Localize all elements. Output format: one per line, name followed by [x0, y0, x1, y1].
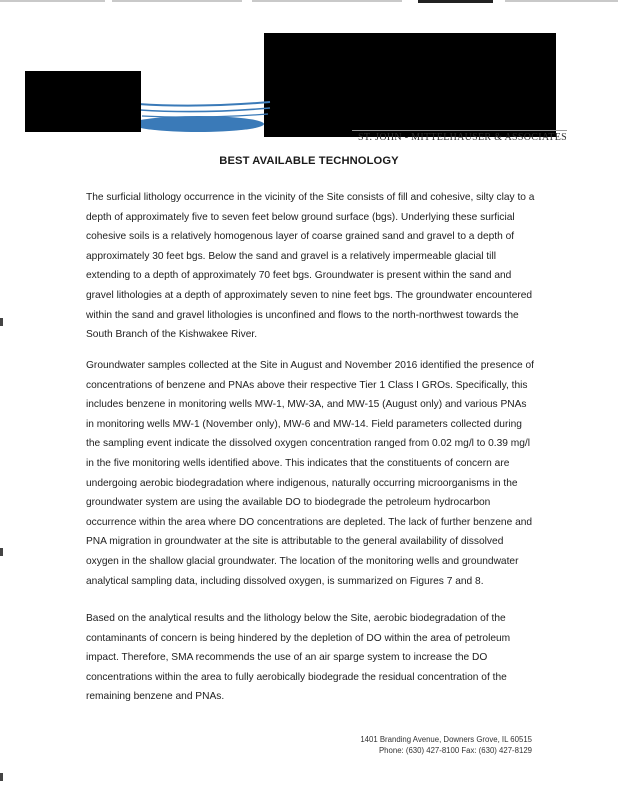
footer-phone-fax: Phone: (630) 427-8100 Fax: (630) 427-8129	[378, 746, 532, 755]
paragraph-lithology: The surficial lithology occurrence in the vicinity of the Site consists of fill and cohesive, silty clay to a depth of approximately five to seven feet below ground surface (bgs). Underlying these surficial cohesive soils is a relatively homogenous layer of coarse grained sand and gravel to a depth of approximately 30 feet bgs. Below the sand and gravel is a relatively impermeable glacial till extending to a depth of approximately 70 feet bgs. Groundwater is present within the sand and gravel lithologies at a depth of approximately seven to nine feet bgs. The groundwater encountered within the sand and gravel lithologies is unconfined and flows to the north-northwest towards the South Branch of the Kishwakee River.	[86, 192, 535, 341]
scan-mark	[0, 548, 3, 556]
page-title: BEST AVAILABLE TECHNOLOGY	[219, 155, 399, 167]
footer-contact	[300, 734, 532, 756]
paragraph-recommendation: Based on the analytical results and the lithology below the Site, aerobic biodegradation of the contaminants of concern is being hindered by the depletion of DO within the area of petroleum impact. Therefore, SMA recommends the use of an air sparge system to increase the DO concentrations within the area to fully aerobically biodegrade the residual concentration of the remaining benzene and PNAs.	[86, 613, 511, 703]
header-rule	[352, 130, 567, 131]
company-logo	[128, 96, 278, 136]
redaction-block-right	[264, 33, 556, 137]
footer-address: 1401 Branding Avenue, Downers Grove, IL 60515	[360, 735, 532, 744]
company-name: ST. JOHN - MITTELHAUSER & ASSOCIATES	[358, 132, 567, 143]
redaction-block-left	[25, 71, 141, 132]
scan-mark	[0, 318, 3, 326]
paragraph-groundwater-samples: Groundwater samples collected at the Site in August and November 2016 identified the presence of concentrations of benzene and PNAs above their respective Tier 1 Class I GROs. Specifically, this includes benzene in monitoring wells MW-1, MW-3A, and MW-15 (August only) and various PNAs in monitoring wells MW-1 (November only), MW-6 and MW-14. Field parameters collected during the sampling event indicate the dissolved oxygen concentration ranged from 0.02 mg/l to 0.39 mg/l in the five monitoring wells identified above. This indicates that the constituents of concern are undergoing aerobic biodegradation where indigenous, naturally occurring microorganisms in the groundwater system are using the available DO to biodegrade the petroleum hydrocarbon occurrence within the area where DO concentrations are depleted. The lack of further benzene and PNA migration in groundwater at the site is attributable to the general availability of dissolved oxygen in the shallow glacial groundwater. The location of the monitoring wells and groundwater analytical sampling data, including dissolved oxygen, is summarized on Figures 7 and 8.	[86, 360, 534, 587]
scan-top-edge	[0, 0, 618, 4]
scan-mark	[0, 773, 3, 781]
